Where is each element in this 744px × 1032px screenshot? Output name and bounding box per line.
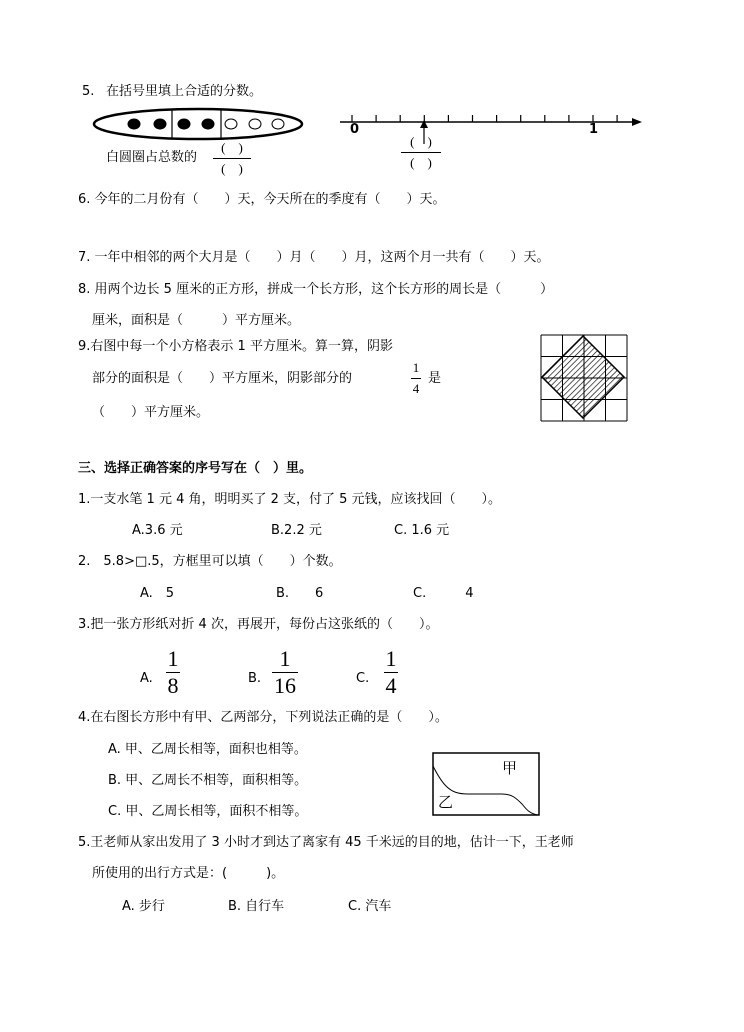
number-line xyxy=(340,108,650,144)
q5-caption: 白圆圈占总数的 xyxy=(106,150,198,165)
q7-text: 7. 一年中相邻的两个大月是（ ）月（ ）月，这两个月一共有（ ）天。 xyxy=(78,250,550,265)
q9-frac-numerator: 1 xyxy=(412,360,420,375)
mc1-option-c[interactable]: C. 1.6 元 xyxy=(394,523,450,538)
mc3-option-c-label[interactable]: C. xyxy=(356,671,370,686)
mc3-a-numerator: 1 xyxy=(167,646,179,671)
q9-line3: （ ）平方厘米。 xyxy=(92,405,210,420)
figure-label-jia: 甲 xyxy=(502,759,518,777)
q5-frac-bottom[interactable]: ( ) xyxy=(221,161,243,176)
nl-frac-top[interactable]: ( ) xyxy=(410,134,432,149)
section-3-heading: 三、选择正确答案的序号写在（ ）里。 xyxy=(78,461,313,476)
mc4-option-c[interactable]: C. 甲、乙周长相等，面积不相等。 xyxy=(108,804,308,819)
mc3-option-b-label[interactable]: B. xyxy=(248,671,262,686)
mc3-c-denominator: 4 xyxy=(385,673,397,698)
q5-text: 在括号里填上合适的分数。 xyxy=(106,84,263,99)
white-circle xyxy=(272,119,284,129)
nl-frac-bottom[interactable]: ( ) xyxy=(410,155,432,170)
mc3-question: 3.把一张方形纸对折 4 次，再展开，每份占这张纸的（ ）。 xyxy=(78,617,439,632)
q9-fraction xyxy=(408,358,424,399)
number-line-answer-fraction xyxy=(400,132,442,173)
mc3-option-a-fraction[interactable] xyxy=(160,646,186,699)
number-line-arrow xyxy=(420,120,428,128)
figure-label-yi: 乙 xyxy=(438,793,454,811)
white-circle xyxy=(249,119,261,129)
mc4-option-a[interactable]: A. 甲、乙周长相等，面积也相等。 xyxy=(108,742,307,757)
mc5-line1: 5.王老师从家出发用了 3 小时才到达了离家有 45 千米远的目的地，估计一下，王老师 xyxy=(78,835,574,850)
shaded-grid-figure xyxy=(540,334,628,422)
mc1-option-a[interactable]: A.3.6 元 xyxy=(132,523,183,538)
q9-frac-denominator: 4 xyxy=(412,381,420,396)
ellipse-circles-figure xyxy=(92,106,304,142)
number-line-start-label: 0 xyxy=(350,122,360,137)
q5-number: 5. xyxy=(82,84,95,99)
mc3-a-denominator: 8 xyxy=(167,673,179,698)
mc2-option-a[interactable]: A. 5 xyxy=(140,586,175,601)
mc4-option-b[interactable]: B. 甲、乙周长不相等，面积相等。 xyxy=(108,773,308,788)
q9-line2a: 部分的面积是（ ）平方厘米，阴影部分的 xyxy=(92,371,353,386)
mc2-option-b[interactable]: B. 6 xyxy=(276,586,324,601)
q8-line1: 8. 用两个边长 5 厘米的正方形，拼成一个长方形，这个长方形的周长是（ ） xyxy=(78,282,554,297)
mc2-option-c[interactable]: C. 4 xyxy=(413,586,474,601)
number-line-end-label: 1 xyxy=(589,122,599,137)
mc3-option-a-label[interactable]: A. xyxy=(140,671,153,686)
black-circle xyxy=(128,119,140,129)
black-circle xyxy=(202,119,214,129)
white-circle xyxy=(225,119,237,129)
black-circle xyxy=(178,119,190,129)
mc3-option-c-fraction[interactable] xyxy=(378,646,404,699)
q5-frac-top[interactable]: ( ) xyxy=(221,140,243,155)
mc4-question: 4.在右图长方形中有甲、乙两部分，下列说法正确的是（ ）。 xyxy=(78,710,448,725)
black-circle xyxy=(154,119,166,129)
mc3-b-numerator: 1 xyxy=(279,646,291,671)
mc1-option-b[interactable]: B.2.2 元 xyxy=(271,523,322,538)
q5-answer-fraction xyxy=(212,138,252,179)
mc5-option-c[interactable]: C. 汽车 xyxy=(348,899,392,914)
q6-text: 6. 今年的二月份有（ ）天，今天所在的季度有（ ）天。 xyxy=(78,192,446,207)
mc5-option-a[interactable]: A. 步行 xyxy=(122,899,165,914)
mc3-c-numerator: 1 xyxy=(385,646,397,671)
q8-line2: 厘米，面积是（ ）平方厘米。 xyxy=(92,313,301,328)
mc2-question: 2. 5.8>□.5，方框里可以填（ ）个数。 xyxy=(78,554,342,569)
mc5-line2: 所使用的出行方式是：( )。 xyxy=(92,866,285,881)
mc3-b-denominator: 16 xyxy=(274,673,296,698)
mc1-question: 1.一支水笔 1 元 4 角，明明买了 2 支，付了 5 元钱，应该找回（ ）。 xyxy=(78,492,502,507)
q9-line2b: 是 xyxy=(428,371,442,386)
mc3-option-b-fraction[interactable] xyxy=(268,646,302,699)
q9-line1: 9.右图中每一个小方格表示 1 平方厘米。算一算，阴影 xyxy=(78,339,393,354)
mc5-option-b[interactable]: B. 自行车 xyxy=(228,899,285,914)
